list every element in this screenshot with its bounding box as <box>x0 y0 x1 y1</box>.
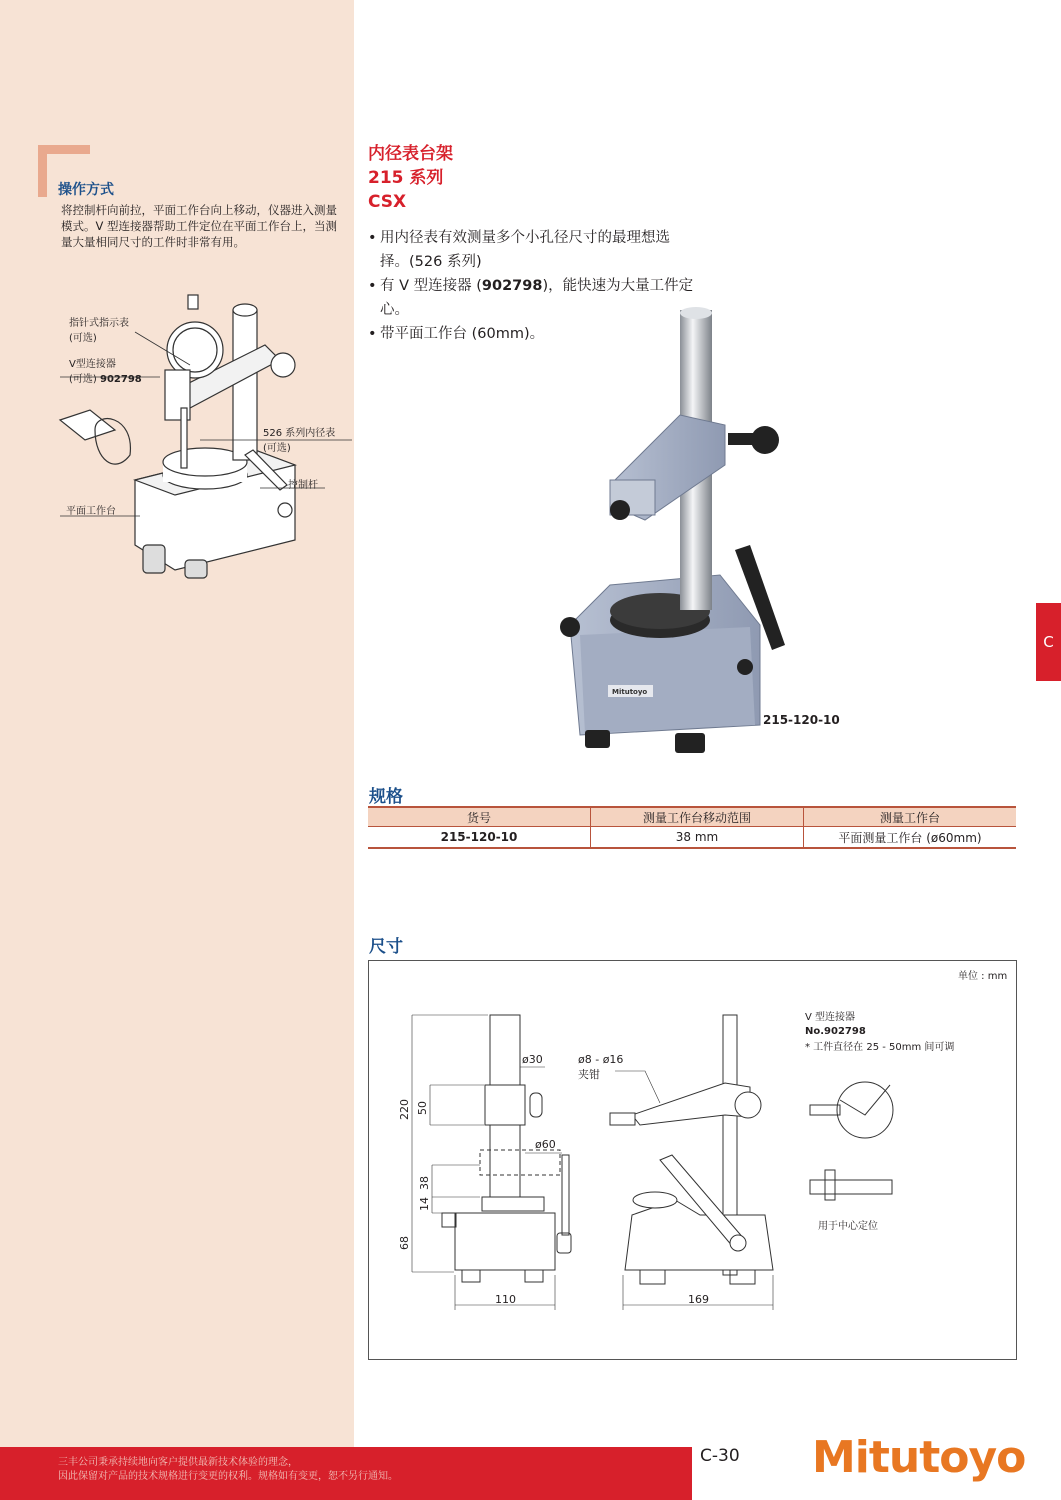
brand-logo: Mitutoyo <box>812 1432 1026 1483</box>
corner-mark-vertical <box>38 145 47 197</box>
dim-d30: ø30 <box>522 1053 543 1066</box>
feature-item: • 带平面工作台 (60mm)。 <box>368 322 698 346</box>
v-number: No.902798 <box>805 1026 866 1037</box>
footer-disclaimer: 三丰公司秉承持续地向客户提供最新技术体验的理念， 因此保留对产品的技术规格进行变更的权利。规格如有变更，恕不另行通知。 <box>58 1457 398 1482</box>
dimension-drawing <box>370 975 1010 1345</box>
product-photo <box>550 305 840 765</box>
dim-h14: 14 <box>418 1197 431 1211</box>
v-note: * 工件直径在 25 - 50mm 间可调 <box>805 1042 955 1053</box>
dim-clamp: ø8 - ø16 <box>578 1053 624 1066</box>
spec-header: 测量工作台移动范围 <box>591 807 804 827</box>
dim-d60: ø60 <box>535 1138 556 1151</box>
dim-h220: 220 <box>398 1099 411 1120</box>
callout-lever: 控制杆 <box>288 480 318 491</box>
spec-cell: 215-120-10 <box>368 827 591 849</box>
dim-w110: 110 <box>495 1293 516 1306</box>
dim-h38: 38 <box>418 1176 431 1190</box>
section-tab[interactable]: C <box>1036 603 1061 681</box>
callout-v-connector: V型连接器 (可选) 902798 <box>69 359 142 385</box>
callout-bore-gauge: 526 系列内径表 (可选) <box>263 428 336 454</box>
feature-item: • 用内径表有效测量多个小孔径尺寸的最理想选择。(526 系列) <box>368 226 698 274</box>
unit-note: 单位 : mm <box>958 971 1008 982</box>
specs-title: 规格 <box>369 787 403 807</box>
dim-h50: 50 <box>416 1101 429 1115</box>
photo-label: 215-120-10 <box>763 713 840 727</box>
spec-table <box>368 806 1016 849</box>
operation-title: 操作方式 <box>58 182 114 198</box>
spec-header: 货号 <box>368 807 591 827</box>
page-number: C-30 <box>700 1446 740 1466</box>
photo-brand: Mitutoyo <box>612 688 648 696</box>
table-row <box>368 827 1016 849</box>
callout-dial-indicator: 指针式指示表 (可选) <box>69 318 129 344</box>
callout-flat-table: 平面工作台 <box>66 506 116 517</box>
dim-h68: 68 <box>398 1236 411 1250</box>
feature-item: • 有 V 型连接器 (902798)，能快速为大量工件定心。 <box>368 274 698 322</box>
spec-header: 测量工作台 <box>804 807 1017 827</box>
v-center: 用于中心定位 <box>818 1221 878 1232</box>
dim-clamp-label: 夹钳 <box>578 1068 600 1081</box>
callout-leaders <box>60 320 360 530</box>
product-title: 内径表台架 215 系列 CSX <box>368 144 453 212</box>
operation-text: 将控制杆向前拉，平面工作台向上移动，仪器进入测量模式。V 型连接器帮助工件定位在平面工作台上，当测量大量相同尺寸的工件时非常有用。 <box>61 203 338 249</box>
dim-w169: 169 <box>688 1293 709 1306</box>
dimensions-title: 尺寸 <box>369 937 403 957</box>
spec-cell: 38 mm <box>591 827 804 849</box>
spec-cell: 平面测量工作台 (ø60mm) <box>804 827 1017 849</box>
v-title: V 型连接器 <box>805 1012 856 1023</box>
